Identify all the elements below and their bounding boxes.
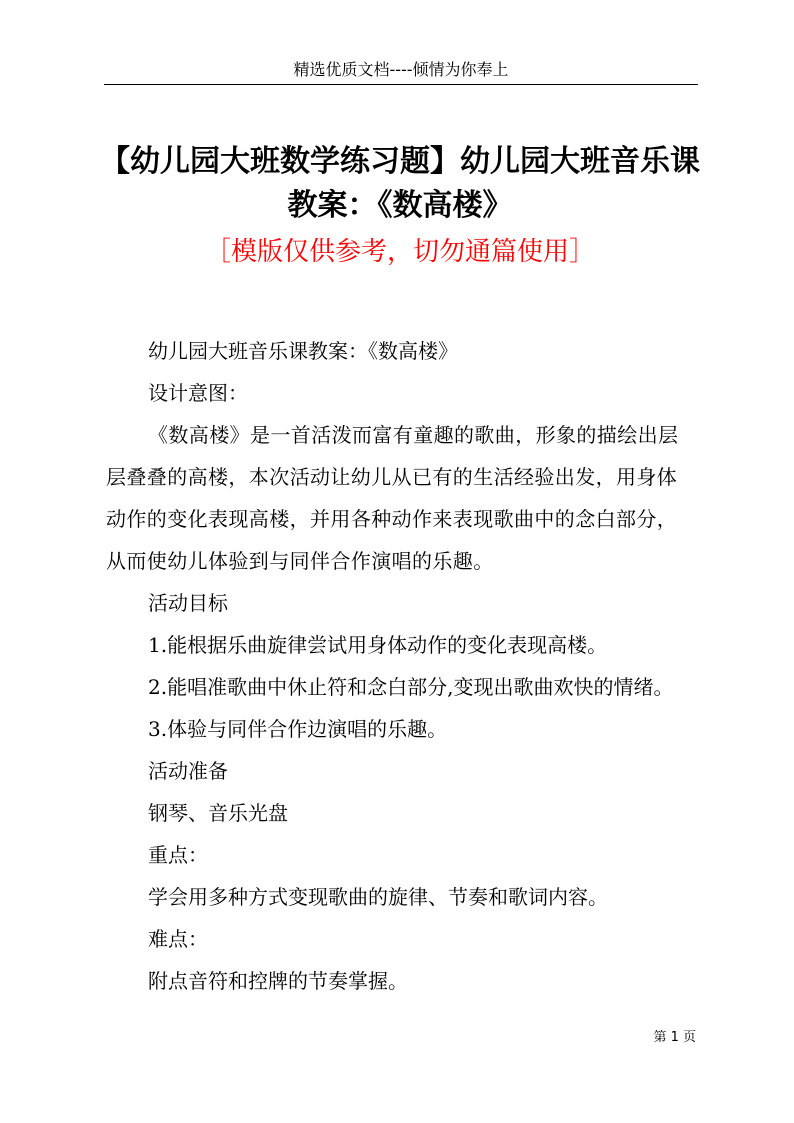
paragraph-line: 层叠叠的高楼，本次活动让幼儿从已有的生活经验出发，用身体 [106, 465, 678, 489]
page-number: 第 1 页 [653, 1030, 696, 1045]
paragraph-line: 动作的变化表现高楼，并用各种动作来表现歌曲中的念白部分， [106, 507, 678, 531]
paragraph-design-intent [106, 414, 702, 582]
paragraph-prep-items: 钢琴、音乐光盘 [148, 801, 288, 825]
template-notice: ［模版仅供参考，切勿通篇使用］ [204, 237, 595, 267]
paragraph-goal-2: 2.能唱准歌曲中休止符和念白部分,变现出歌曲欢快的情绪。 [148, 675, 674, 699]
header-divider [104, 84, 698, 85]
paragraph-goals-heading: 活动目标 [148, 591, 228, 615]
document-body [106, 330, 702, 1002]
document-title [100, 140, 700, 228]
paragraph-lesson-title: 幼儿园大班音乐课教案：《数高楼》 [148, 339, 458, 363]
title-line-1: 【幼儿园大班数学练习题】幼儿园大班音乐课 [100, 144, 700, 179]
paragraph-difficulty-heading: 难点： [148, 927, 208, 951]
title-line-2: 教案：《数高楼》 [287, 188, 513, 223]
paragraph-difficulty: 附点音符和控牌的节奏掌握。 [148, 969, 408, 993]
paragraph-goal-3: 3.体验与同伴合作边演唱的乐趣。 [148, 717, 448, 741]
paragraph-key-point: 学会用多种方式变现歌曲的旋律、节奏和歌词内容。 [148, 885, 608, 909]
paragraph-key-point-heading: 重点： [148, 843, 208, 867]
paragraph-design-intent-heading: 设计意图： [148, 381, 248, 405]
page-header: 精选优质文档----倾情为你奉上 [293, 60, 509, 79]
paragraph-prep-heading: 活动准备 [148, 759, 228, 783]
paragraph-line: 从而使幼儿体验到与同伴合作演唱的乐趣。 [106, 549, 494, 573]
paragraph-goal-1: 1.能根据乐曲旋律尝试用身体动作的变化表现高楼。 [148, 633, 608, 657]
paragraph-line: 《数高楼》是一首活泼而富有童趣的歌曲，形象的描绘出层 [148, 423, 679, 447]
